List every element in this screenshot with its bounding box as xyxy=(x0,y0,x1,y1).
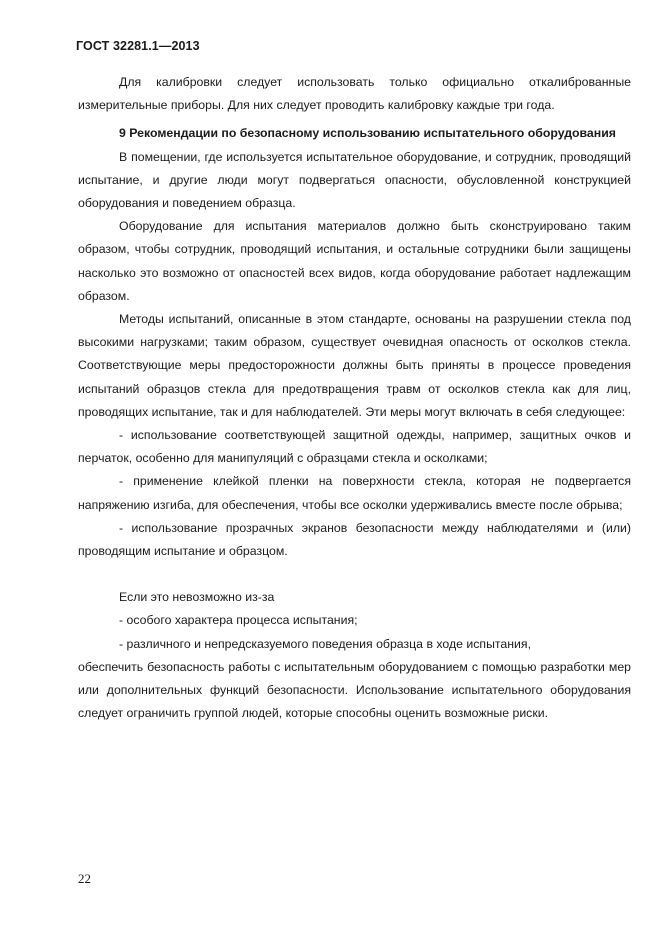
section-heading: 9 Рекомендации по безопасному использованию испытательного оборудования xyxy=(119,126,616,141)
paragraph-calibration: Для калибровки следует использовать только официально откалиброванные измерительные приборы. Для них следует проводить калибровку каждые три года. xyxy=(78,75,631,113)
document-header: ГОСТ 32281.1—2013 xyxy=(76,39,200,53)
page-number: 22 xyxy=(78,871,91,886)
paragraph-hazard: В помещении, где используется испытательное оборудование, и сотрудник, проводящий испытание, и другие люди могут подвергаться опасности, обусловленной конструкцией оборудования и поведением образца. xyxy=(78,149,631,211)
document-body xyxy=(78,71,631,725)
list-item-special-nature: - особого характера процесса испытания; xyxy=(119,613,358,628)
list-item-unpredictable-behavior: - различного и непредсказуемого поведения образца в ходе испытания, xyxy=(119,636,531,651)
paragraph-ensure-safety: обеспечить безопасность работы с испытательным оборудованием с помощью разработки мер или дополнительных функций безопасности. Использование испытательного оборудования следует ограничить группой людей, которые способны оценить возможные риски. xyxy=(78,659,631,721)
list-item-protective-clothing: - использование соответствующей защитной одежды, например, защитных очков и перчаток, особенно для манипуляций с образцами стекла и осколками; xyxy=(78,428,631,466)
list-item-adhesive-film: - применение клейкой пленки на поверхности стекла, которая не подвергается напряжению изгиба, для обеспечения, чтобы все осколки удерживались вместе после обрыва; xyxy=(78,474,631,512)
paragraph-if-impossible: Если это невозможно из-за xyxy=(119,590,275,605)
paragraph-test-methods: Методы испытаний, описанные в этом стандарте, основаны на разрушении стекла под высокими нагрузками; таким образом, существует очевидная опасность от осколков стекла. Соответствующие меры предосторожности должны быть приняты в процессе проведения испытаний образцов стекла для предотвращения травм от осколков стекла как для лиц, проводящих испытание, так и для наблюдателей. Эти меры могут включать в себя следующее: xyxy=(78,312,631,419)
paragraph-equipment-design: Оборудование для испытания материалов должно быть сконструировано таким образом, чтобы сотрудник, проводящий испытания, и остальные сотрудники были защищены насколько это возможно от опасностей всех видов, когда оборудование работает надлежащим образом. xyxy=(78,219,631,303)
list-item-safety-screens: - использование прозрачных экранов безопасности между наблюдателями и (или) проводящим испытание и образцом. xyxy=(78,520,631,559)
